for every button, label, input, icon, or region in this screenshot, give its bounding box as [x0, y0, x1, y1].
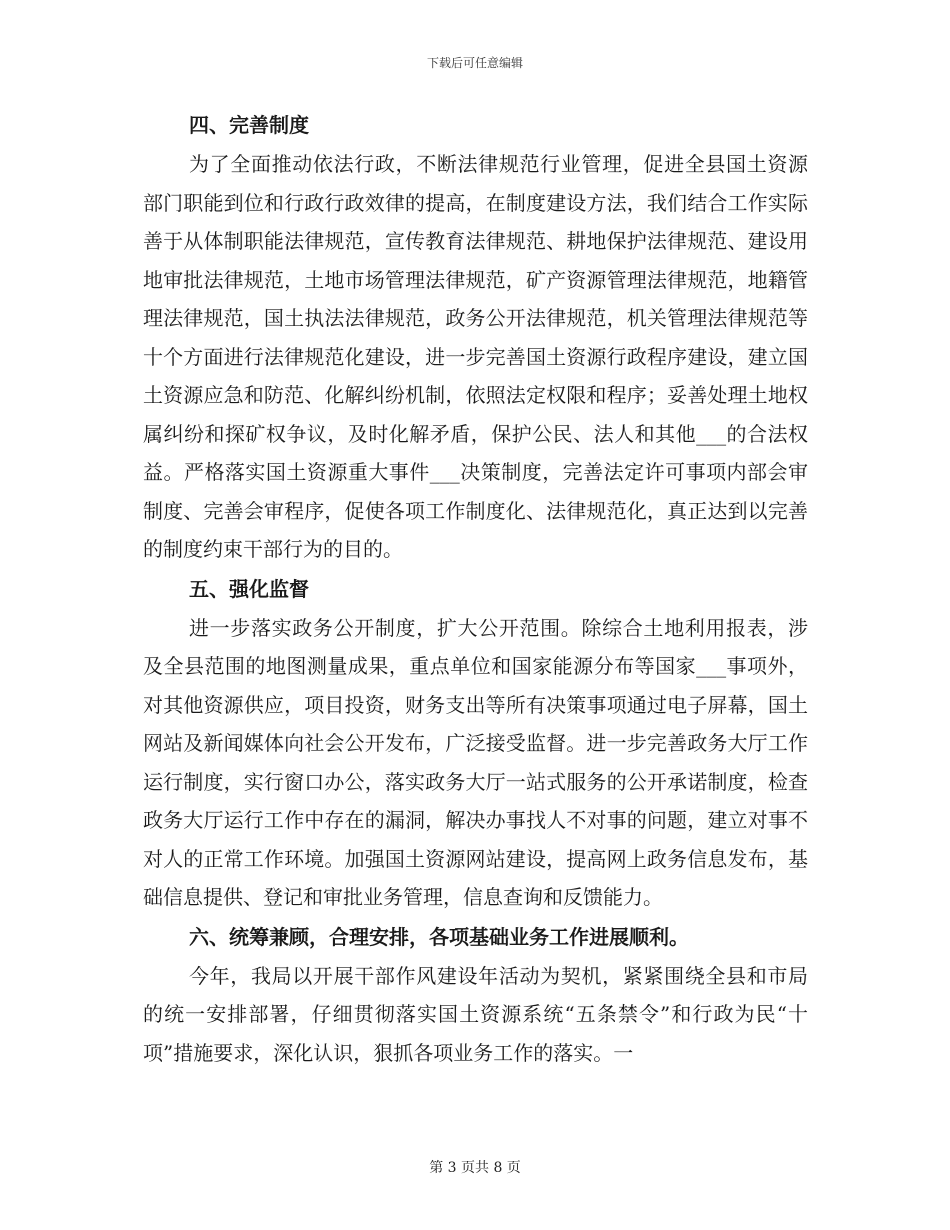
section-heading-6: 六、统筹兼顾，合理安排，各项基础业务工作进展顺利。 [189, 924, 689, 949]
section-paragraph-4: 为了全面推动依法行政，不断法律规范行业管理，促进全县国土资源部门职能到位和行政行政效律的提高，在制度建设方法，我们结合工作实际善于从体制职能法律规范，宣传教育法律规范、耕地保护法律规范、建设用地审批法律规范，土地市场管理法律规范，矿产资源管理法律规范，地籍管理法律规范，国土执法法律规范，政务公开法律规范，机关管理法律规范等十个方面进行法律规范化建设，进一步完善国土资源行政程序建设，建立国土资源应急和防范、化解纠纷机制，依照法定权限和程序；妥善处理土地权属纠纷和探矿权争议，及时化解矛盾，保护公民、法人和其他___的合法权益。严格落实国土资源重大事件___决策制度，完善法定许可事项内部会审制度、完善会审程序，促使各项工作制度化、法律规范化，真正达到以完善的制度约束干部行为的目的。 [143, 152, 808, 561]
section-paragraph-5: 进一步落实政务公开制度，扩大公开范围。除综合土地利用报表，涉及全县范围的地图测量成果，重点单位和国家能源分布等国家___事项外，对其他资源供应，项目投资，财务支出等所有决策事项通过电子屏幕，国土网站及新闻媒体向社会公开发布，广泛接受监督。进一步完善政务大厅工作运行制度，实行窗口办公，落实政务大厅一站式服务的公开承诺制度，检查政务大厅运行工作中存在的漏洞，解决办事找人不对事的问题，建立对事不对人的正常工作环境。加强国土资源网站建设，提高网上政务信息发布，基础信息提供、登记和审批业务管理，信息查询和反馈能力。 [143, 615, 808, 909]
section-heading-5: 五、强化监督 [189, 576, 309, 601]
document-body [143, 105, 808, 1072]
page-header-note: 下载后可任意编辑 [426, 56, 523, 70]
page-number: 第 3 页共 8 页 [429, 1160, 521, 1176]
section-paragraph-6: 今年，我局以开展干部作风建设年活动为契机，紧紧围绕全县和市局的统一安排部署，仔细贯彻落实国土资源系统“五条禁令”和行政为民“十项”措施要求，深化认识，狠抓各项业务工作的落实。一 [143, 963, 808, 1065]
section-heading-4: 四、完善制度 [189, 113, 309, 137]
